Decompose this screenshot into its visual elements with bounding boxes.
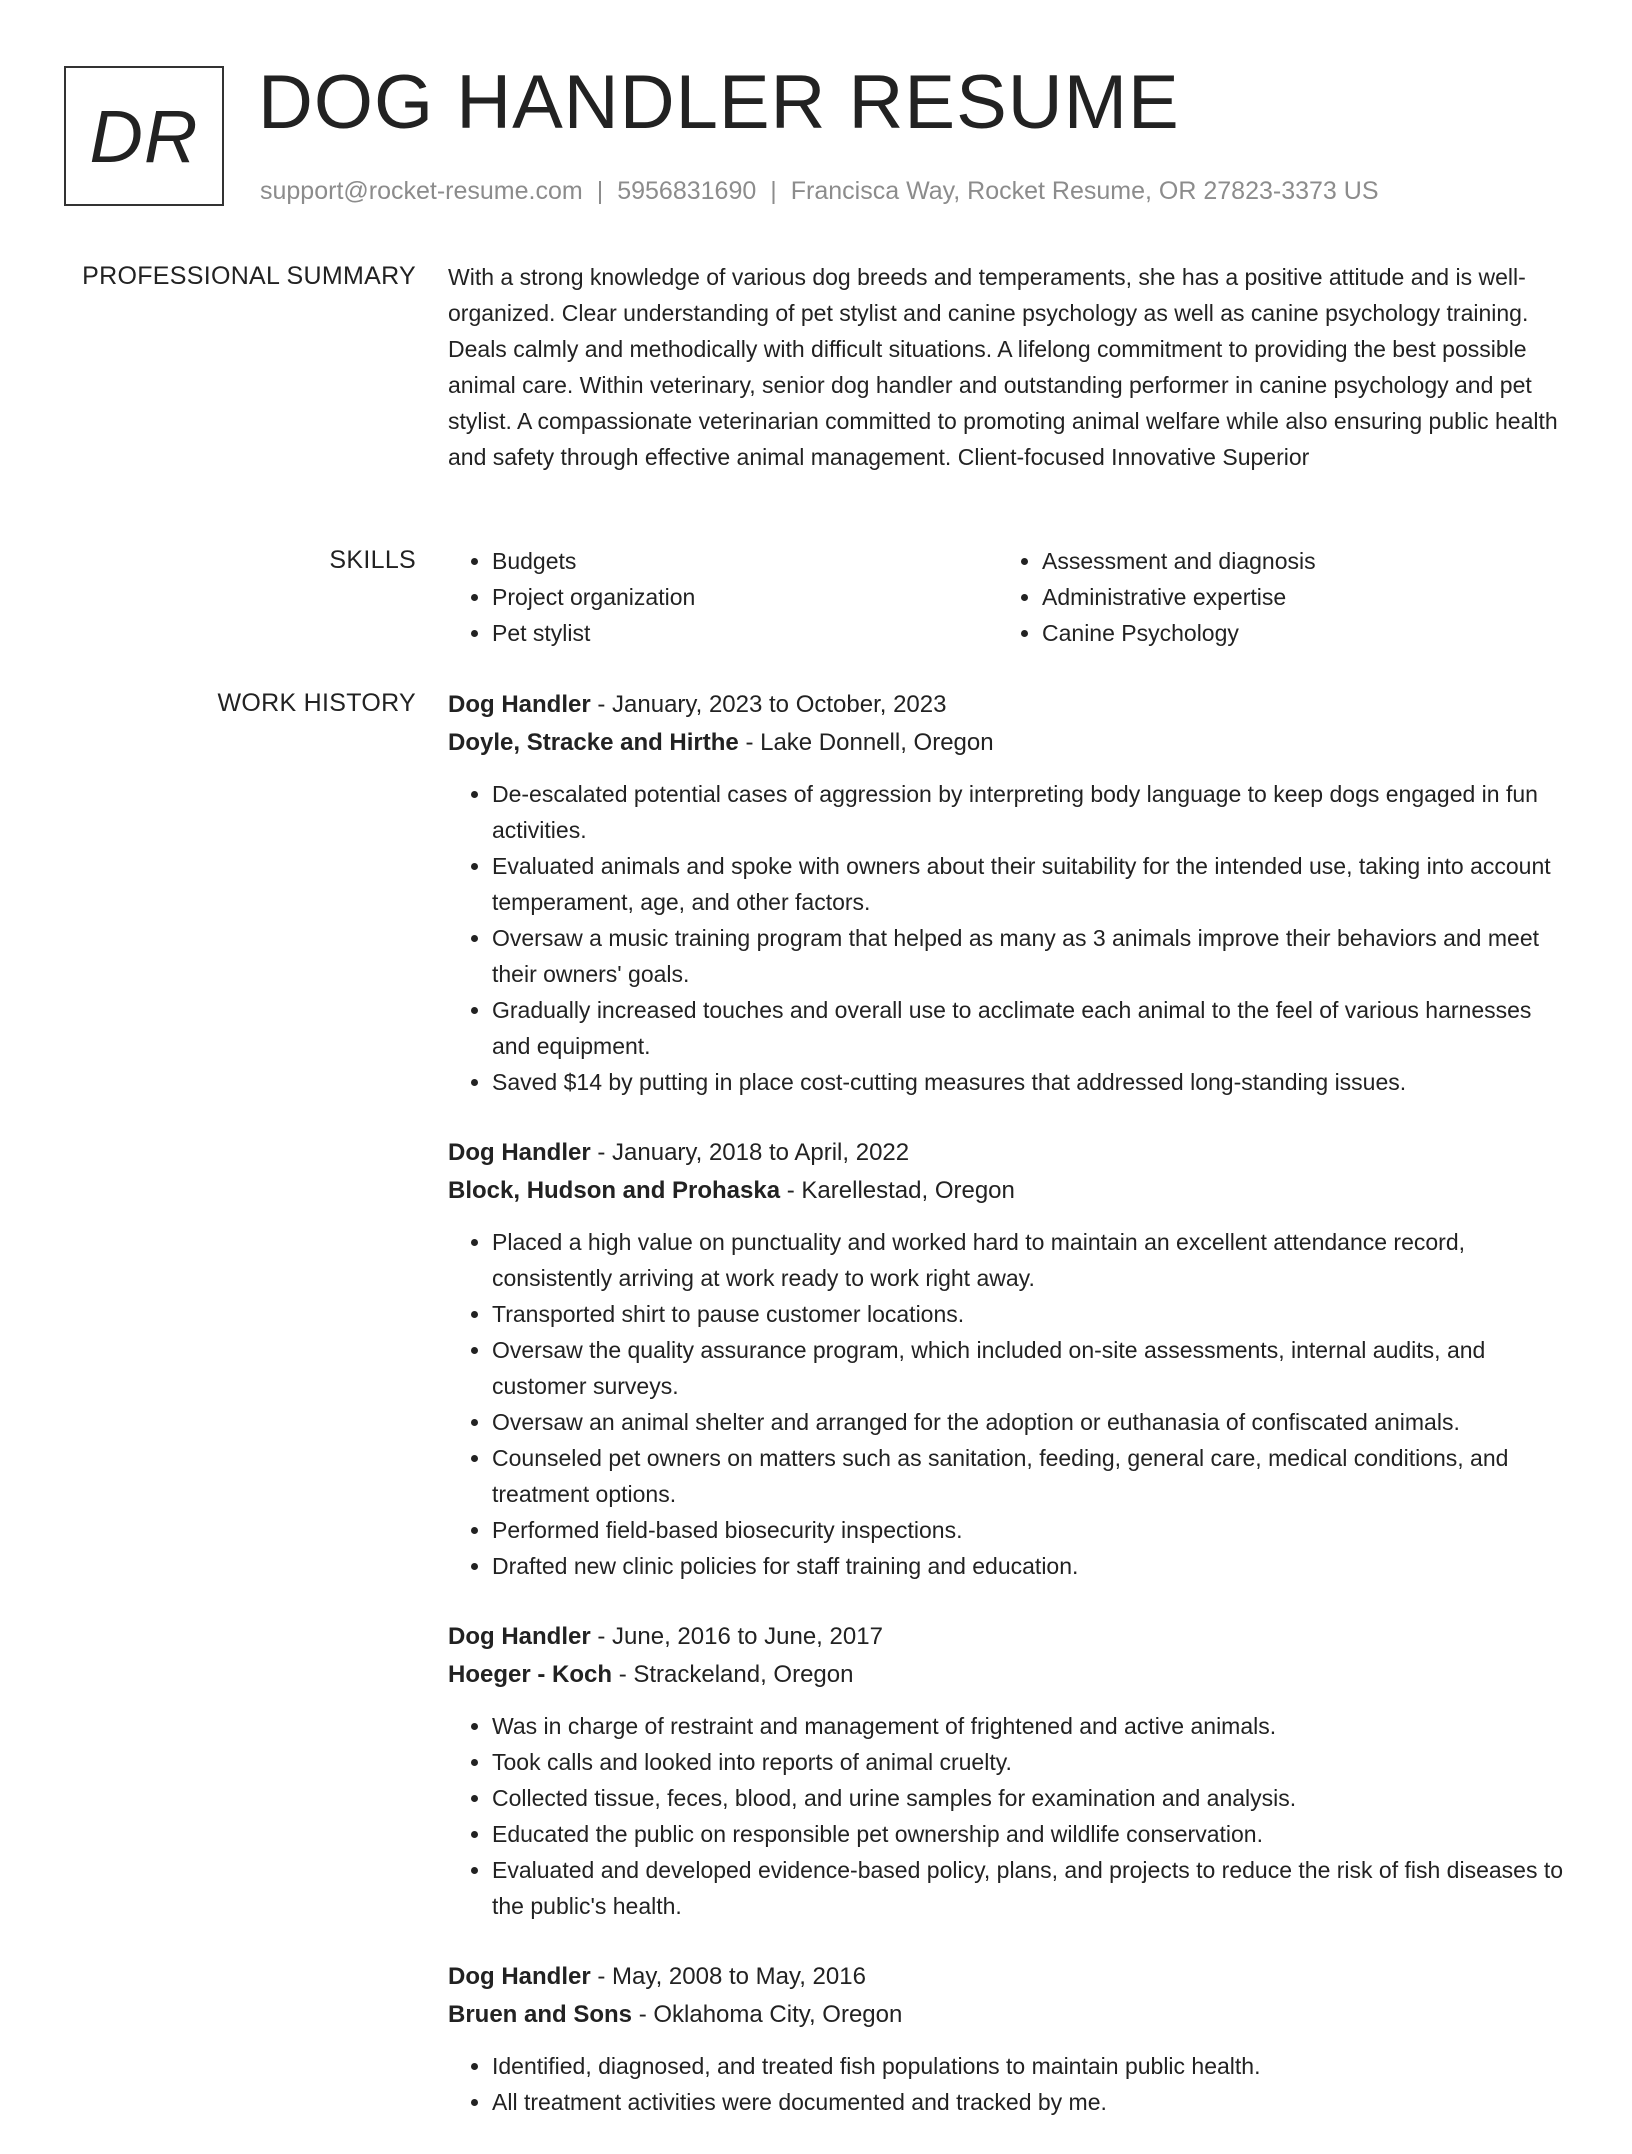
skill-item: • Administrative expertise [1042,579,1548,615]
contact-address: Francisca Way, Rocket Resume, OR 27823-3373 US [790,177,1379,205]
work-history-body [448,686,1564,2154]
monogram-initials: DR [89,94,199,178]
job-company-line [448,1996,1564,2034]
job-company-line [448,1172,1564,1210]
job-company: Block, Hudson and Prohaska [448,1177,781,1204]
summary-text: With a strong knowledge of various dog breeds and temperaments, she has a positive attitude and is well-organized. Clear understanding of pet stylist and canine psychology as well as canine psychology training. Deals calmly and methodically with difficult situations. A lifelong commitment to providing the best possible animal care. Within veterinary, senior dog handler and outstanding performer in canine psychology and pet stylist. A compassionate veterinarian committed to promoting animal welfare while also ensuring public health and safety through effective animal management. Client-focused Innovative Superior [448,264,1558,470]
job-bullet: • Saved $14 by putting in place cost-cutting measures that addressed long-standing issues. [492,1064,1564,1100]
job-title-line [448,1618,1564,1656]
skill-item: • Project organization [492,579,998,615]
job-title: Dog Handler [448,1139,591,1166]
job-company: Doyle, Stracke and Hirthe [448,729,739,756]
job-entry [448,686,1564,1100]
job-bullet: • Placed a high value on punctuality and worked hard to maintain an excellent attendance record, consistently arriving at work ready to work right away. [492,1224,1564,1296]
job-title: Dog Handler [448,1623,591,1650]
job-dates: - January, 2023 to October, 2023 [597,691,947,718]
job-bullet: • Educated the public on responsible pet ownership and wildlife conservation. [492,1816,1564,1852]
job-company-line [448,1656,1564,1694]
job-entry [448,1618,1564,1924]
job-location: - Karellestad, Oregon [786,1177,1015,1204]
job-bullet: • De-escalated potential cases of aggression by interpreting body language to keep dogs engaged in fun activities. [492,776,1564,848]
job-dates: - January, 2018 to April, 2022 [597,1139,910,1166]
job-entry [448,1958,1564,2120]
skill-item: • Budgets [492,543,998,579]
job-location: - Oklahoma City, Oregon [638,2001,903,2028]
summary-body [448,259,1564,475]
job-bullets [448,1224,1564,1584]
summary-heading: PROFESSIONAL SUMMARY [82,262,416,290]
job-bullet: • Oversaw the quality assurance program, which included on-site assessments, internal audits, and customer surveys. [492,1332,1564,1404]
contact-phone: 5956831690 [617,177,757,205]
job-title: Dog Handler [448,1963,591,1990]
job-bullet: • Transported shirt to pause customer locations. [492,1296,1564,1332]
contact-email: support@rocket-resume.com [260,177,583,205]
job-bullet: • Evaluated animals and spoke with owners about their suitability for the intended use, taking into account temperament, age, and other factors. [492,848,1564,920]
skill-item: • Canine Psychology [1042,615,1548,651]
skills-list-left [448,543,998,651]
job-title: Dog Handler [448,691,591,718]
skills-list-right [998,543,1548,651]
skills-body [448,543,1564,651]
job-location: - Lake Donnell, Oregon [745,729,994,756]
job-dates: - May, 2008 to May, 2016 [597,1963,866,1990]
job-bullet: • Performed field-based biosecurity inspections. [492,1512,1564,1548]
job-title-line [448,686,1564,724]
contact-separator: | [596,177,604,205]
job-entry [448,1134,1564,1584]
skills-heading: SKILLS [329,546,416,574]
job-company-line [448,724,1564,762]
job-bullet: • Took calls and looked into reports of animal cruelty. [492,1744,1564,1780]
job-bullets [448,1708,1564,1924]
page-title: DOG HANDLER RESUME [258,60,1180,145]
job-bullet: • Oversaw a music training program that helped as many as 3 animals improve their behaviors and meet their owners' goals. [492,920,1564,992]
job-bullet: • Drafted new clinic policies for staff training and education. [492,1548,1564,1584]
job-bullet: • Gradually increased touches and overall use to acclimate each animal to the feel of various harnesses and equipment. [492,992,1564,1064]
skill-item: • Pet stylist [492,615,998,651]
job-dates: - June, 2016 to June, 2017 [597,1623,883,1650]
job-bullets [448,2048,1564,2120]
contact-separator: | [770,177,777,205]
monogram-badge [64,66,224,206]
contact-line [260,174,1379,208]
job-bullet: • Counseled pet owners on matters such as sanitation, feeding, general care, medical conditions, and treatment options. [492,1440,1564,1512]
skill-item: • Assessment and diagnosis [1042,543,1548,579]
work-history-heading: WORK HISTORY [217,689,416,717]
job-location: - Strackeland, Oregon [618,1661,854,1688]
job-title-line [448,1134,1564,1172]
job-bullet: • Identified, diagnosed, and treated fish populations to maintain public health. [492,2048,1564,2084]
job-company: Hoeger - Koch [448,1661,613,1688]
job-bullet: • Collected tissue, feces, blood, and urine samples for examination and analysis. [492,1780,1564,1816]
job-company: Bruen and Sons [448,2001,633,2028]
job-bullet: • Oversaw an animal shelter and arranged for the adoption or euthanasia of confiscated animals. [492,1404,1564,1440]
job-bullet: • Was in charge of restraint and management of frightened and active animals. [492,1708,1564,1744]
job-bullets [448,776,1564,1100]
job-bullet: • Evaluated and developed evidence-based policy, plans, and projects to reduce the risk of fish diseases to the public's health. [492,1852,1564,1924]
job-bullet: • All treatment activities were documented and tracked by me. [492,2084,1564,2120]
job-title-line [448,1958,1564,1996]
